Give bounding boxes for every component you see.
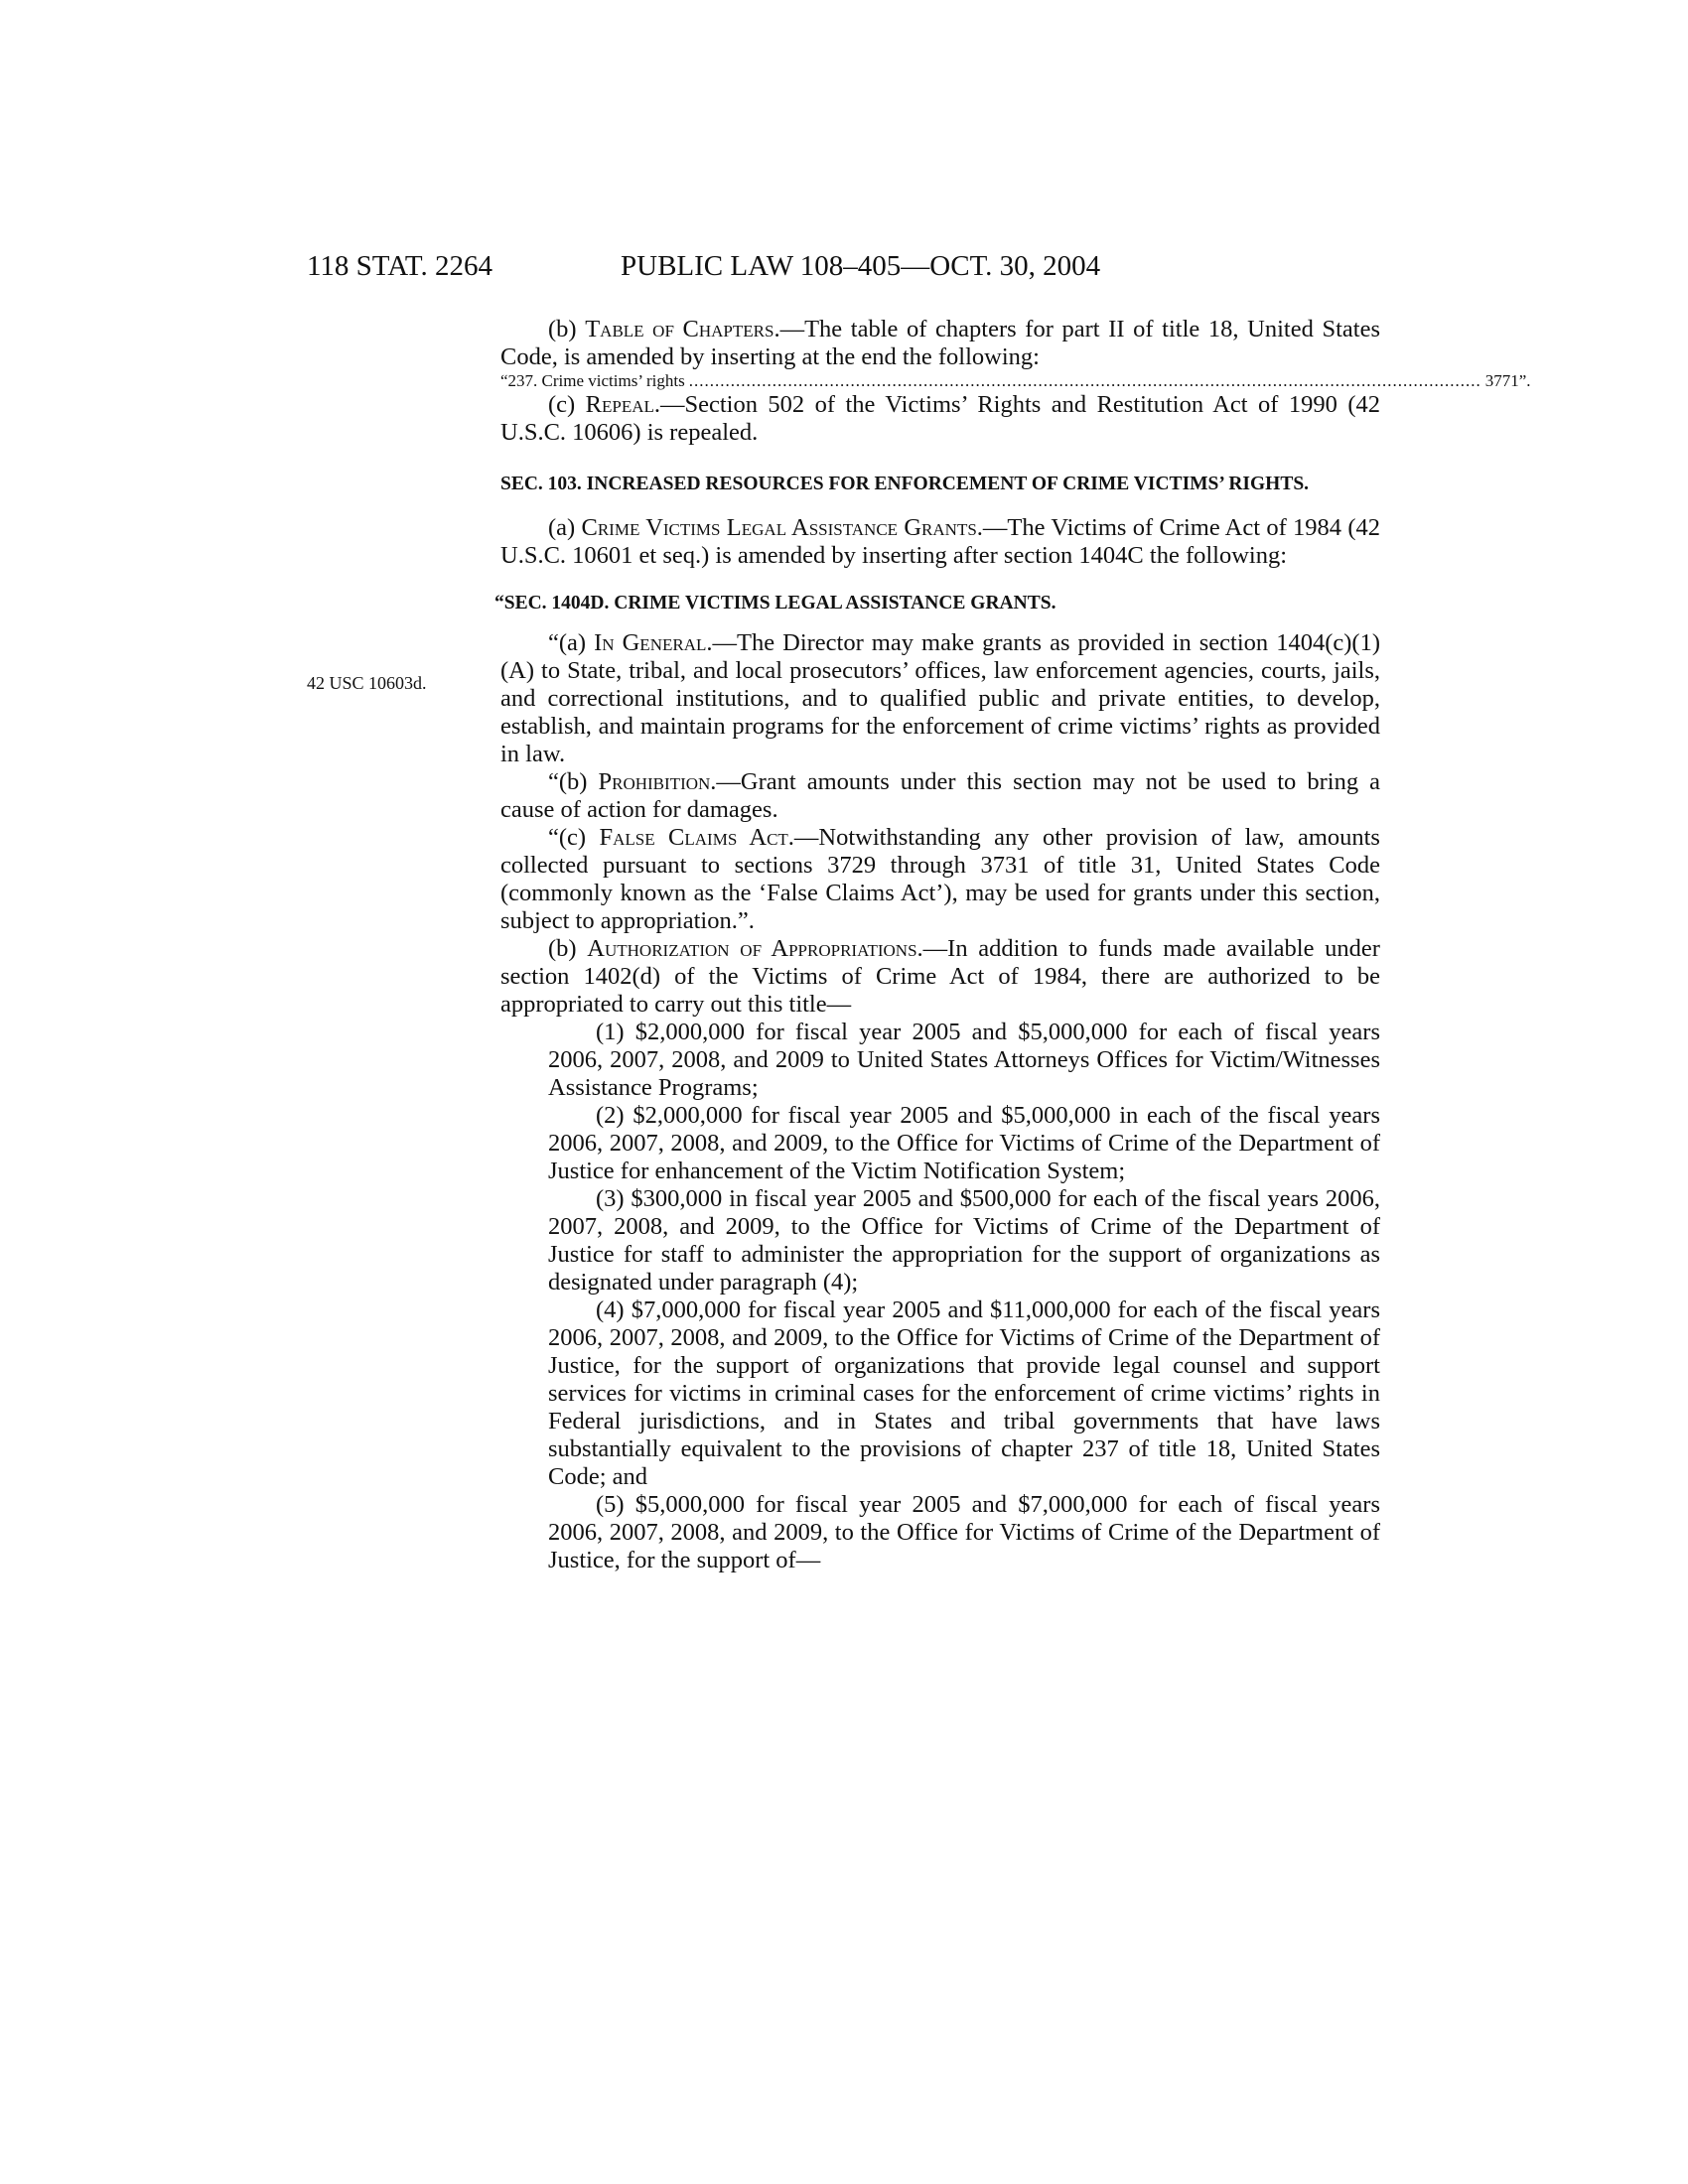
- toc-entry-section: 3771”.: [1484, 371, 1531, 390]
- toc-entry-title: “237. Crime victims’ rights: [500, 371, 685, 390]
- paragraph-3: (3) $300,000 in fiscal year 2005 and $500,000 for each of the fiscal years 2006, 2007, 2008, and 2009, to the Office for Victims of Crime of the Department of Justice for staff to administer the appropriation for the support of organizations as designated under paragraph (4);: [548, 1185, 1380, 1296]
- paragraph-5: (5) $5,000,000 for fiscal year 2005 and $7,000,000 for each of fiscal years 2006, 2007, 2008, and 2009, to the Office for Victims of Crime of the Department of Justice, for the support of—: [548, 1491, 1380, 1573]
- caption-repeal: Repeal: [585, 391, 654, 418]
- statute-page-number: 118 STAT. 2264: [307, 250, 492, 282]
- document-body: [494, 316, 1531, 1574]
- paragraph-4: (4) $7,000,000 for fiscal year 2005 and $11,000,000 for each of the fiscal years 2006, 2007, 2008, and 2009, to the Office for Victims of Crime of the Department of Justice, for the support of organizations that provide legal counsel and support services for victims in criminal cases for the enforcement of crime victims’ rights in Federal jurisdictions, and in States and tribal governments that have laws substantially equivalent to the provisions of chapter 237 of title 18, United States Code; and: [548, 1297, 1380, 1490]
- section-1404d-heading: “SEC. 1404D. CRIME VICTIMS LEGAL ASSISTANCE GRANTS.: [494, 593, 1056, 614]
- caption-false-claims-act: False Claims Act: [599, 824, 788, 851]
- caption-in-general: In General: [594, 629, 707, 656]
- margin-note-usc: 42 USC 10603d.: [307, 673, 427, 693]
- caption-table-of-chapters: Table of Chapters: [585, 316, 774, 342]
- caption-authorization-of-appropriations: Authorization of Appropriations: [587, 935, 917, 962]
- subsection-false-claims-act: “(c) False Claims Act.—Notwithstanding any other provision of law, amounts collected pursuant to sections 3729 through 3731 of title 31, United States Code (commonly known as the ‘False Claims Act’), may be used for grants under this section, subject to appropriation.”.: [500, 824, 1380, 934]
- caption-prohibition: Prohibition: [598, 768, 711, 795]
- table-of-chapters-entry: [500, 371, 1531, 391]
- subsection-a-grants: (a) Crime Victims Legal Assistance Grants.—The Victims of Crime Act of 1984 (42 U.S.C. 10601 et seq.) is amended by inserting after section 1404C the following:: [500, 514, 1380, 569]
- subsection-b-authorization: (b) Authorization of Appropriations.—In addition to funds made available under section 1402(d) of the Victims of Crime Act of 1984, there are authorized to be appropriated to carry out this title—: [500, 935, 1380, 1018]
- page-header: [0, 250, 1688, 290]
- paragraph-1: (1) $2,000,000 for fiscal year 2005 and $5,000,000 for each of fiscal years 2006, 2007, 2008, and 2009 to United States Attorneys Offices for Victim/Witnesses Assistance Programs;: [548, 1019, 1380, 1101]
- subsection-prohibition: “(b) Prohibition.—Grant amounts under this section may not be used to bring a cause of action for damages.: [500, 768, 1380, 823]
- subsection-b-table-of-chapters: (b) Table of Chapters.—The table of chapters for part II of title 18, United States Code, is amended by inserting at the end the following:: [500, 316, 1380, 370]
- subsection-in-general: “(a) In General.—The Director may make grants as provided in section 1404(c)(1)(A) to State, tribal, and local prosecutors’ offices, law enforcement agencies, courts, jails, and correctional institutions, and to qualified public and private entities, to develop, establish, and maintain programs for the enforcement of crime victims’ rights as provided in law.: [500, 629, 1380, 767]
- public-law-citation: PUBLIC LAW 108–405—OCT. 30, 2004: [621, 250, 1101, 282]
- paragraph-2: (2) $2,000,000 for fiscal year 2005 and $5,000,000 in each of the fiscal years 2006, 2007, 2008, and 2009, to the Office for Victims of Crime of the Department of Justice for enhancement of the Victim Notification System;: [548, 1102, 1380, 1184]
- toc-leader-dots: ........................................................................................................................................................: [688, 371, 1481, 390]
- caption-crime-victims-legal-assistance-grants: Crime Victims Legal Assistance Grants: [581, 514, 977, 541]
- section-103-heading: SEC. 103. INCREASED RESOURCES FOR ENFORCEMENT OF CRIME VICTIMS’ RIGHTS.: [500, 474, 1310, 494]
- subsection-c-repeal: (c) Repeal.—Section 502 of the Victims’ Rights and Restitution Act of 1990 (42 U.S.C. 10606) is repealed.: [500, 391, 1380, 446]
